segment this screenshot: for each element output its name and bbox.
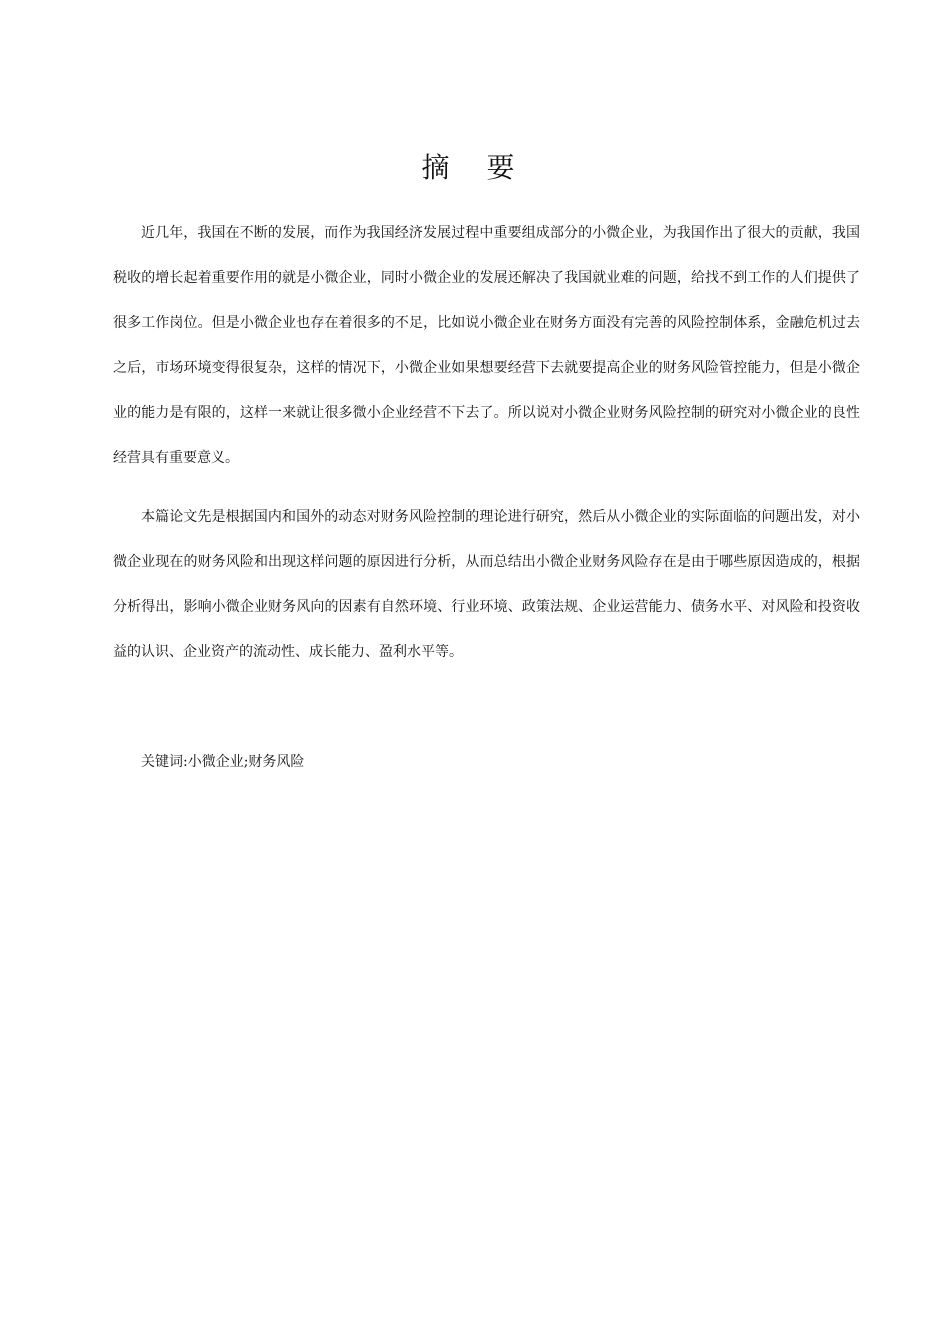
keywords-line: 关键词:小微企业;财务风险	[141, 754, 305, 770]
abstract-paragraph-1: 近几年，我国在不断的发展，而作为我国经济发展过程中重要组成部分的小微企业，为我国作出了很大的贡献，我国税收的增长起着重要作用的就是小微企业，同时小微企业的发展还解决了我国就业难的问题，给找不到工作的人们提供了很多工作岗位。但是小微企业也存在着很多的不足，比如说小微企业在财务方面没有完善的风险控制体系，金融危机过去之后，市场环境变得很复杂，这样的情况下，小微企业如果想要经营下去就要提高企业的财务风险管控能力，但是小微企业的能力是有限的，这样一来就让很多微小企业经营不下去了。所以说对小微企业财务风险控制的研究对小微企业的良性经营具有重要意义。	[113, 225, 860, 466]
abstract-paragraph-2: 本篇论文先是根据国内和国外的动态对财务风险控制的理论进行研究，然后从小微企业的实际面临的问题出发，对小微企业现在的财务风险和出现这样问题的原因进行分析，从而总结出小微企业财务风险存在是由于哪些原因造成的，根据分析得出，影响小微企业财务风向的因素有自然环境、行业环境、政策法规、企业运营能力、债务水平、对风险和投资收益的认识、企业资产的流动性、成长能力、盈利水平等。	[113, 509, 860, 660]
page-title: 摘 要	[421, 151, 529, 184]
